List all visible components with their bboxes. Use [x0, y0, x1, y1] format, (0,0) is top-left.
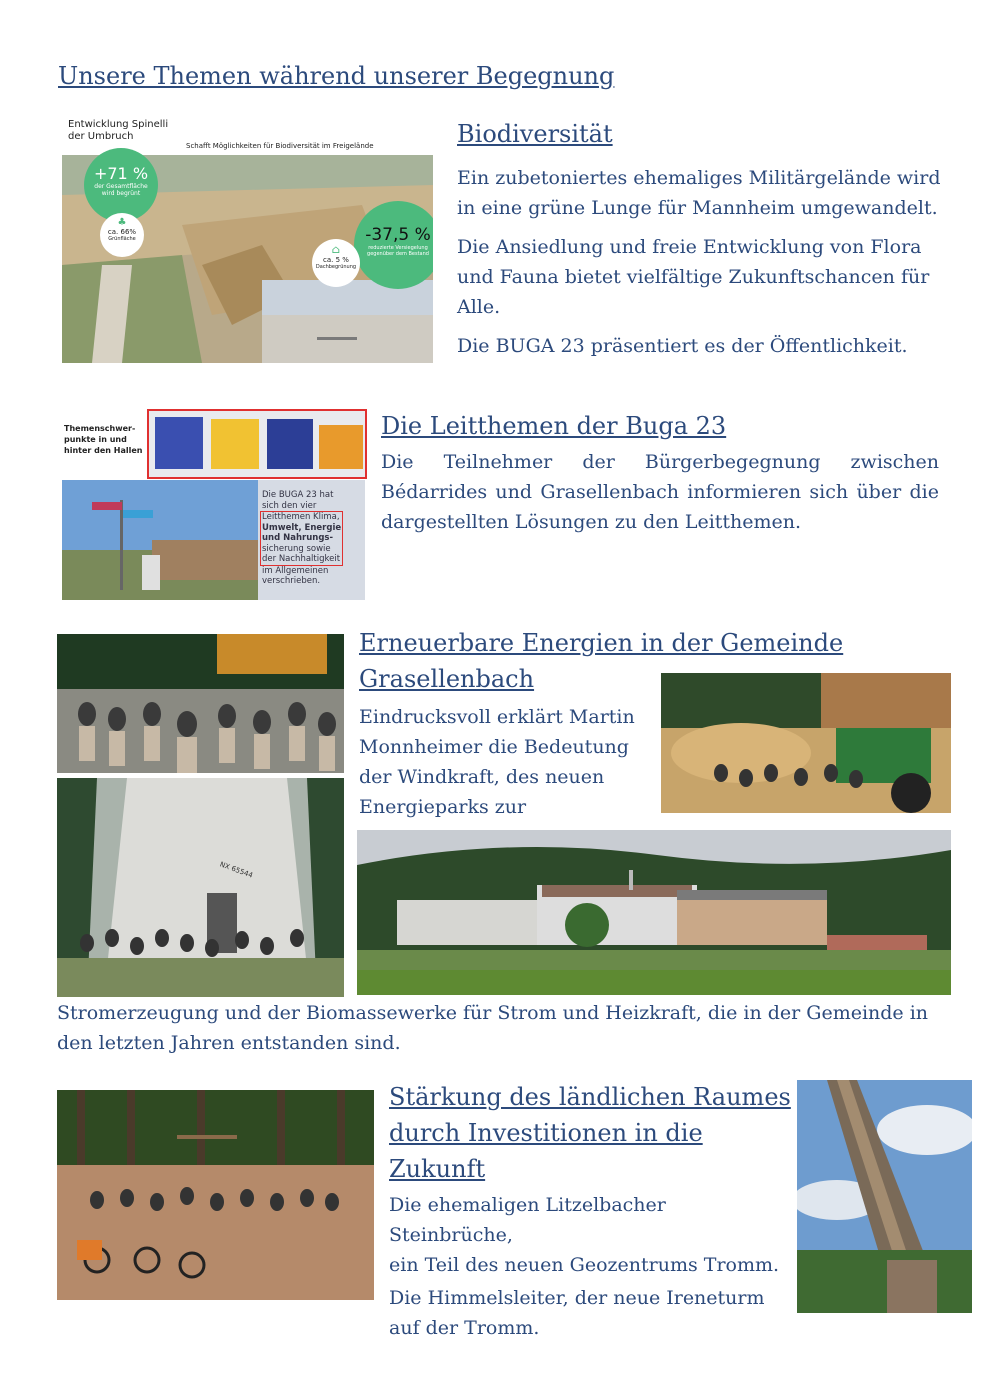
infographic-title-line2: der Umbruch [68, 131, 134, 142]
themes-label-line3: hinter den Hallen [64, 446, 143, 455]
quarry-group-photo [57, 1090, 374, 1300]
roof-green-stat-text: Dachbegrünung [315, 264, 357, 270]
biomass-plant-photo [357, 830, 951, 995]
turbine-label: NX 65544 [218, 860, 254, 880]
board-text-3: Leitthemen Klima, [262, 512, 340, 522]
rural-para2-line1: Die Himmelsleiter, der neue Ireneturm [389, 1287, 765, 1309]
green-area-stat-value: ca. 66% [107, 228, 137, 236]
page-title: Unsere Themen während unserer Begegnung [58, 62, 615, 90]
biodiversity-heading: Biodiversität [457, 120, 613, 148]
board-text-5: und Nahrungs- [262, 533, 334, 543]
board-text-9: verschrieben. [262, 576, 321, 586]
roof-green-stat-value: ca. 5 % [323, 256, 349, 264]
energy-line-2: Monnheimer die Bedeutung [359, 736, 629, 758]
rural-heading-line1: Stärkung des ländlichen Raumes [389, 1083, 791, 1111]
rural-para2-line2: auf der Tromm. [389, 1317, 540, 1339]
board-text-7: der Nachhaltigkeit [262, 554, 341, 564]
energy-text [359, 702, 659, 822]
spinelli-infographic-image [62, 115, 433, 363]
biodiversity-text [457, 163, 947, 361]
green-stat-text1: der Gesamtfläche [94, 183, 148, 190]
infographic-caption: Schafft Möglichkeiten für Biodiversität im Freigelände [186, 142, 374, 150]
energy-paragraph-continued: Stromerzeugung und der Biomassewerke für Strom und Heizkraft, die in der Gemeinde in den letzten Jahren entstanden sind. [57, 1002, 929, 1054]
rural-heading-line3: Zukunft [389, 1155, 486, 1183]
poster-energie [267, 419, 313, 469]
biodiversity-paragraph-1: Ein zubetoniertes ehemaliges Militärgelände wird in eine grüne Lunge für Mannheim umgewandelt. [457, 167, 941, 219]
board-text-2: sich den vier [262, 500, 317, 511]
rural-heading [389, 1079, 791, 1187]
energy-line-1: Eindrucksvoll erklärt Martin [359, 706, 635, 728]
sealing-stat-bubble [354, 201, 433, 289]
board-text-8: im Allgemeinen [262, 565, 329, 576]
leitthemen-collage-image [62, 408, 365, 600]
energy-heading-line1: Erneuerbare Energien in der Gemeinde [359, 629, 844, 657]
group-outdoor-photo [57, 634, 344, 773]
rural-para1-line1: Die ehemaligen Litzelbacher Steinbrüche, [389, 1194, 666, 1246]
wind-turbine-group-photo [57, 778, 344, 997]
rural-text [389, 1190, 789, 1343]
leitthemen-heading: Die Leitthemen der Buga 23 [381, 412, 727, 440]
biodiversity-paragraph-3: Die BUGA 23 präsentiert es der Öffentlichkeit. [457, 335, 908, 357]
green-stat-bubble [84, 148, 158, 222]
energy-line-3: der Windkraft, des neuen [359, 766, 605, 788]
green-area-stat-bubble [100, 213, 144, 257]
poster-ernaehrung [319, 425, 363, 469]
tree-icon: ♣ [117, 217, 127, 228]
buga-signpost-photo [62, 480, 258, 600]
board-text-6: sicherung sowie [262, 543, 331, 554]
house-icon: ⌂ [331, 243, 341, 256]
rural-heading-line2: durch Investitionen in die [389, 1119, 703, 1147]
board-text-4: Umwelt, Energie [262, 522, 342, 533]
leitthemen-paragraph: Die Teilnehmer der Bürgerbegegnung zwischen Bédarrides und Grasellenbach informieren sich über die dargestellten Lösungen zu den Leitthemen. [381, 451, 939, 533]
sealing-stat-text2: gegenüber dem Bestand [367, 251, 429, 257]
green-stat-text2: wird begrünt [101, 190, 141, 197]
sealing-stat-text1: reduzierte Versiegelung [368, 245, 428, 251]
ireneturm-tower-photo [797, 1080, 972, 1313]
green-area-stat-text: Grünfläche [108, 236, 136, 242]
themes-label-line1: Themenschwer- [64, 424, 136, 433]
biodiversity-paragraph-2: Die Ansiedlung und freie Entwicklung von Flora und Fauna bietet vielfältige Zukunftschancen für Alle. [457, 236, 930, 318]
sealing-stat-value: -37,5 % [365, 225, 431, 245]
energy-heading-line2: Grasellenbach [359, 665, 535, 693]
infographic-title-line1: Entwicklung Spinelli [68, 119, 169, 130]
theme-posters-frame [147, 409, 367, 479]
roof-green-stat-bubble [312, 239, 360, 287]
leitthemen-info-board [258, 480, 365, 600]
energy-line-4: Energieparks zur [359, 796, 527, 818]
wood-chips-tractor-photo [661, 673, 951, 813]
poster-klima [155, 417, 203, 469]
board-highlight-box [260, 511, 343, 566]
green-stat-value: +71 % [93, 164, 149, 183]
board-text-1: Die BUGA 23 hat [262, 490, 334, 500]
poster-umwelt [211, 419, 259, 469]
themes-label-line2: punkte in und [64, 435, 127, 444]
rural-para1-line2: ein Teil des neuen Geozentrums Tromm. [389, 1254, 780, 1276]
